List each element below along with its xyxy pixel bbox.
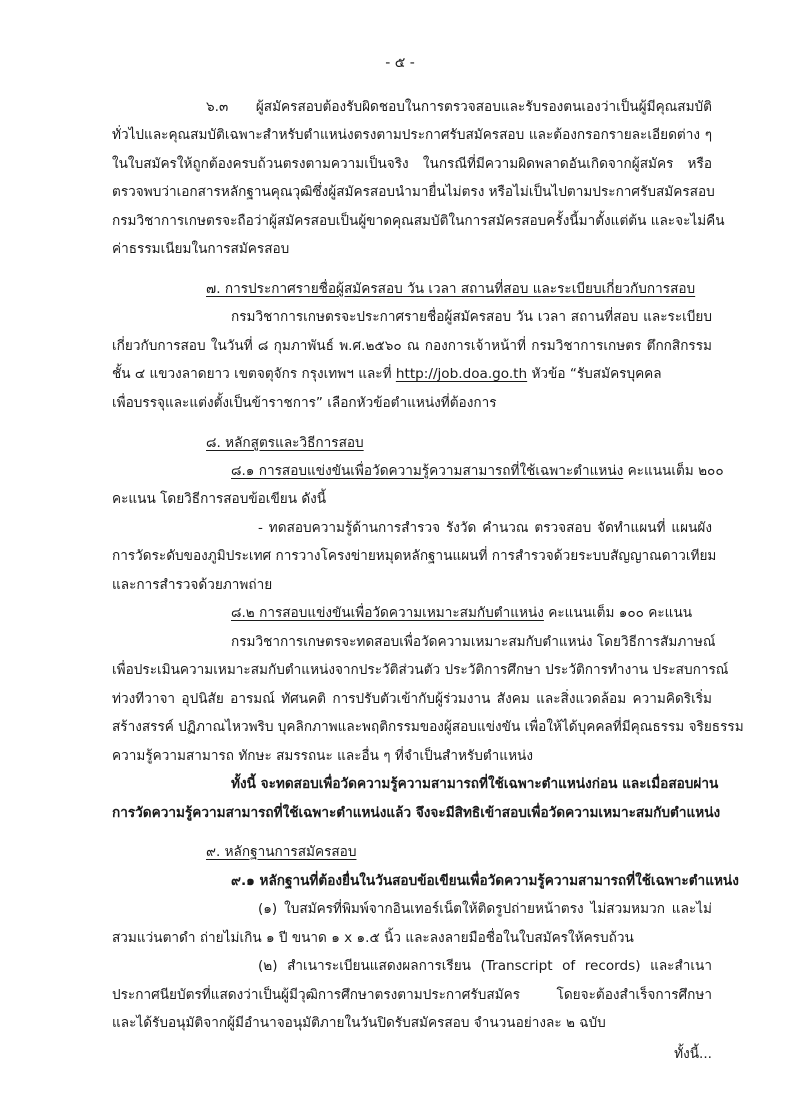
heading-text: ๙. หลักฐานการสมัครสอบ	[206, 844, 357, 860]
note-line: การวัดความรู้ความสามารถที่ใช้เฉพาะตำแหน่งแล้ว จึงจะมีสิทธิเข้าสอบเพื่อวัดความเหมาะสมกับตำแหน่ง	[112, 805, 721, 821]
page-number: - ๕ -	[385, 55, 415, 71]
section-7-heading: ๗. การประกาศรายชื่อผู้สมัครสอบ วัน เวลา สถานที่สอบ และระเบียบเกี่ยวกับการสอบ	[206, 281, 696, 297]
paragraph-line: (๒) สำเนาระเบียนแสดงผลการเรียน (Transcript of records) และสำเนา	[258, 958, 712, 974]
paragraph-line: เกี่ยวกับการสอบ ในวันที่ ๘ กุมภาพันธ์ พ.ศ.๒๕๖๐ ณ กองการเจ้าหน้าที่ กรมวิชาการเกษตร ตึกกสิกรรม	[112, 338, 712, 354]
paragraph-line: ตรวจพบว่าเอกสารหลักฐานคุณวุฒิซึ่งผู้สมัครสอบนำมายื่นไม่ตรง หรือไม่เป็นไปตามประกาศรับสมัครสอบ	[112, 184, 715, 200]
paragraph-line: เพื่อบรรจุและแต่งตั้งเป็นข้าราชการ” เลือกหัวข้อตำแหน่งที่ต้องการ	[112, 395, 497, 411]
paragraph-line: กรมวิชาการเกษตรจะประกาศรายชื่อผู้สมัครสอบ วัน เวลา สถานที่สอบ และระเบียบ	[231, 309, 712, 325]
paragraph-line: การวัดระดับของภูมิประเทศ การวางโครงข่ายหมุดหลักฐานแผนที่ การสำรวจด้วยระบบสัญญาณดาวเทียม	[112, 548, 717, 564]
subsection-title: ๘.๑ การสอบแข่งขันเพื่อวัดความรู้ความสามารถที่ใช้เฉพาะตำแหน่ง	[231, 463, 624, 479]
paragraph-line: ประกาศนียบัตรที่แสดงว่าเป็นผู้มีวุฒิการศึกษาตรงตามประกาศรับสมัคร โดยจะต้องสำเร็จการศึกษา	[112, 987, 712, 1003]
heading-text: ๘. หลักสูตรและวิธีการสอบ	[206, 435, 364, 451]
subsection-9-1-title: ๙.๑ หลักฐานที่ต้องยื่นในวันสอบข้อเขียนเพื่อวัดความรู้ความสามารถที่ใช้เฉพาะตำแหน่ง	[231, 873, 739, 889]
paragraph-line: ท่วงทีวาจา อุปนิสัย อารมณ์ ทัศนคติ การปรับตัวเข้ากับผู้ร่วมงาน สังคม และสิ่งแวดล้อม ความคิดริเริ่ม	[112, 691, 712, 707]
paragraph-line: สร้างสรรค์ ปฏิภาณไหวพริบ บุคลิกภาพและพฤติกรรมของผู้สอบแข่งขัน เพื่อให้ได้บุคคลที่มีคุณธรรม จริยธรรม	[112, 719, 744, 735]
subsection-title: ๘.๒ การสอบแข่งขันเพื่อวัดความเหมาะสมกับตำแหน่ง	[231, 605, 544, 621]
paragraph-line: - ทดสอบความรู้ด้านการสำรวจ รังวัด คำนวณ ตรวจสอบ จัดทำแผนที่ แผนผัง	[258, 520, 712, 536]
paragraph-line: กรมวิชาการเกษตรจะทดสอบเพื่อวัดความเหมาะสมกับตำแหน่ง โดยวิธีการสัมภาษณ์	[231, 634, 716, 650]
continued-marker: ทั้งนี้...	[674, 1046, 712, 1062]
paragraph-line	[112, 365, 712, 383]
paragraph-line: (๑) ใบสมัครที่พิมพ์จากอินเทอร์เน็ตให้ติดรูปถ่ายหน้าตรง ไม่สวมหมวก และไม่	[258, 901, 712, 917]
paragraph-line: ในใบสมัครให้ถูกต้องครบถ้วนตรงตามความเป็นจริง ในกรณีที่มีความผิดพลาดอันเกิดจากผู้สมัคร หรือ	[112, 156, 712, 172]
text-span: ชั้น ๔ แขวงลาดยาว เขตจตุจักร กรุงเทพฯ และที่	[112, 366, 396, 382]
paragraph-line: สวมแว่นตาดำ ถ่ายไม่เกิน ๑ ปี ขนาด ๑ x ๑.๕ นิ้ว และลงลายมือชื่อในใบสมัครให้ครบถ้วน	[112, 930, 634, 946]
paragraph-line: ความรู้ความสามารถ ทักษะ สมรรถนะ และอื่น ๆ ที่จำเป็นสำหรับตำแหน่ง	[112, 748, 533, 764]
section-9-heading	[206, 843, 712, 861]
section-8-heading	[206, 434, 712, 452]
score-text: คะแนนเต็ม ๑๐๐ คะแนน	[543, 605, 693, 621]
paragraph-line: และการสำรวจด้วยภาพถ่าย	[112, 577, 273, 593]
paragraph-line: ๖.๓ ผู้สมัครสอบต้องรับผิดชอบในการตรวจสอบและรับรองตนเองว่าเป็นผู้มีคุณสมบัติ	[206, 99, 712, 115]
paragraph-line: คะแนน โดยวิธีการสอบข้อเขียน ดังนี้	[112, 491, 327, 507]
paragraph-line: ทั่วไปและคุณสมบัติเฉพาะสำหรับตำแหน่งตรงตามประกาศรับสมัครสอบ และต้องกรอกรายละเอียดต่าง ๆ	[112, 127, 712, 143]
paragraph-line: ค่าธรรมเนียมในการสมัครสอบ	[112, 241, 290, 257]
paragraph-line: กรมวิชาการเกษตรจะถือว่าผู้สมัครสอบเป็นผู้ขาดคุณสมบัติในการสมัครสอบครั้งนี้มาตั้งแต่ต้น และจะไม่คืน	[112, 213, 725, 229]
paragraph-line: และได้รับอนุมัติจากผู้มีอำนาจอนุมัติภายในวันปิดรับสมัครสอบ จำนวนอย่างละ ๒ ฉบับ	[112, 1015, 606, 1031]
subsection-8-2-title	[231, 604, 712, 622]
note-line: ทั้งนี้ จะทดสอบเพื่อวัดความรู้ความสามารถที่ใช้เฉพาะตำแหน่งก่อน และเมื่อสอบผ่าน	[231, 776, 719, 792]
subsection-8-1-title	[231, 462, 724, 480]
score-text: คะแนนเต็ม ๒๐๐	[623, 463, 724, 479]
paragraph-line: เพื่อประเมินความเหมาะสมกับตำแหน่งจากประวัติส่วนตัว ประวัติการศึกษา ประวัติการทำงาน ประสบการณ์	[112, 662, 729, 678]
text-span: หัวข้อ “รับสมัครบุคคล	[527, 366, 662, 382]
job-website-link[interactable]: http://job.doa.go.th	[395, 366, 528, 382]
